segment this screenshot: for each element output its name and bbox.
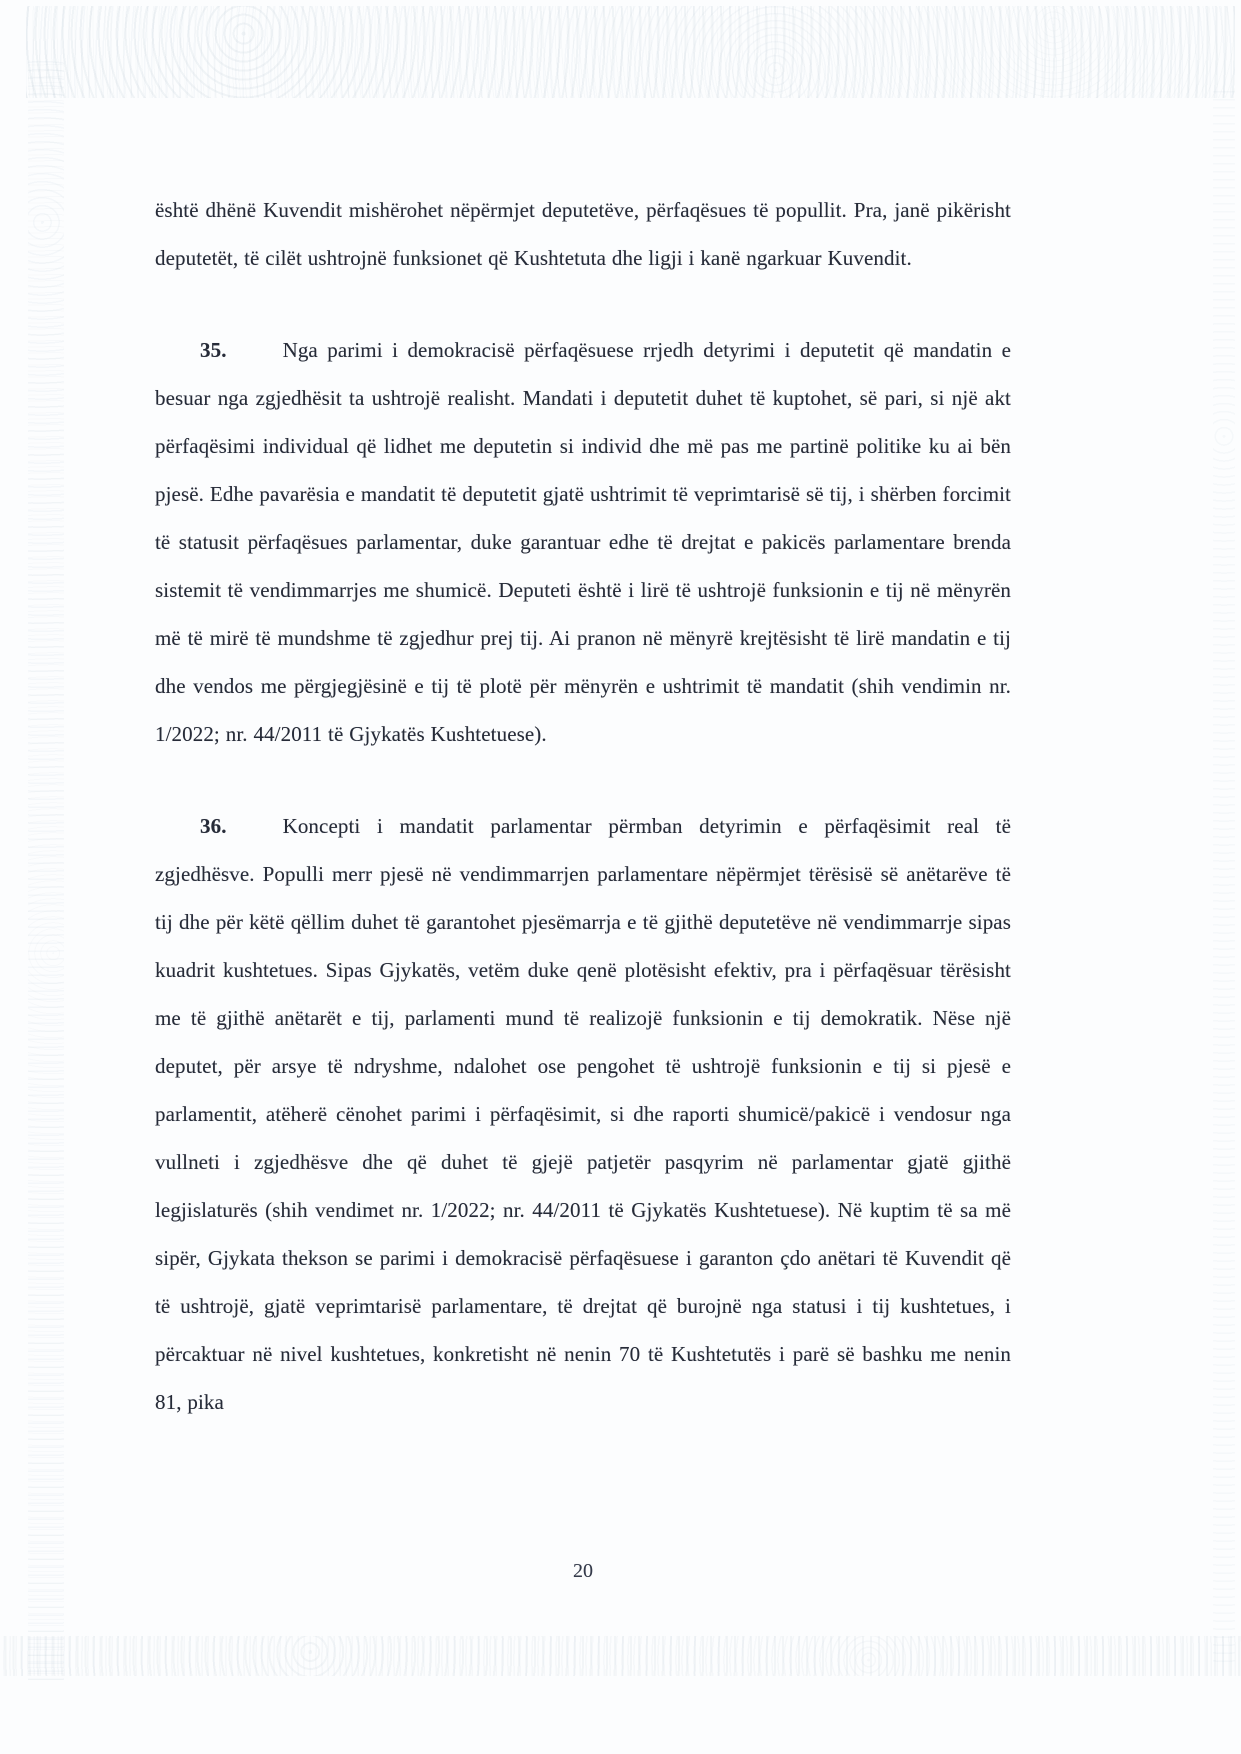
numbered-paragraph: 35. Nga parimi i demokracisë përfaqësuese rrjedh detyrimi i deputetit që mandatin e besuar nga zgjedhësit ta ushtrojë realisht. Mandati i deputetit duhet të kuptohet, së pari, si një akt përfaqësimi individual që lidhet me deputetin si individ dhe më pas me partinë politike ku ai bën pjesë. Edhe pavarësia e mandatit të deputetit gjatë ushtrimit të veprimtarisë së tij, i shërben forcimit të statusit përfaqësues parlamentar, duke garantuar edhe të drejtat e pakicës parlamentare brenda sistemit të vendimmarrjes me shumicë. Deputeti është i lirë të ushtrojë funksionin e tij në mënyrën më të mirë të mundshme të zgjedhur prej tij. Ai pranon në mënyrë krejtësisht të lirë mandatin e tij dhe vendos me përgjegjësinë e tij të plotë për mënyrën e ushtrimit të mandatit (shih vendimin nr. 1/2022; nr. 44/2011 të Gjykatës Kushtetuese). — [155, 338, 1011, 746]
scan-artifact-left-edge — [28, 60, 64, 1684]
scan-artifact-top-edge — [26, 6, 1235, 98]
numbered-paragraph: 36. Koncepti i mandatit parlamentar përmban detyrimin e përfaqësimit real të zgjedhësve. Populli merr pjesë në vendimmarrjen parlamentare nëpërmjet tërësisë së anëtarëve të tij dhe për këtë qëllim duhet të garantohet pjesëmarrja e të gjithë deputetëve në vendimmarrje sipas kuadrit kushtetues. Sipas Gjykatës, vetëm duke qenë plotësisht efektiv, pra i përfaqësuar tërësisht me të gjithë anëtarët e tij, parlamenti mund të realizojë funksionin e tij demokratik. Nëse një deputet, për arsye të ndryshme, ndalohet ose pengohet të ushtrojë funksionin e tij si pjesë e parlamentit, atëherë cënohet parimi i përfaqësimit, si dhe raporti shumicë/pakicë i vendosur nga vullneti i zgjedhësve dhe që duhet të gjejë patjetër pasqyrim në parlamentar gjatë gjithë legjislaturës (shih vendimet nr. 1/2022; nr. 44/2011 të Gjykatës Kushtetuese). Në kuptim të sa më sipër, Gjykata thekson se parimi i demokracisë përfaqësuese i garanton çdo anëtari të Kuvendit që të ushtrojë, gjatë veprimtarisë parlamentare, të drejtat që burojnë nga statusi i tij kushtetues, i përcaktuar në nivel kushtetues, konkretisht në nenin 70 të Kushtetutës i parë së bashku me nenin 81, pika — [155, 814, 1011, 1414]
scan-artifact-bottom-edge — [0, 1636, 1241, 1676]
page-number: 20 — [573, 1560, 593, 1582]
paragraph-number: 36. — [200, 814, 227, 838]
page-footer — [155, 1560, 1011, 1583]
document-text-block — [155, 186, 1011, 1470]
continuation-paragraph: është dhënë Kuvendit mishërohet nëpërmjet deputetëve, përfaqësues të popullit. Pra, janë pikërisht deputetët, të cilët ushtrojnë funksionet që Kushtetuta dhe ligji i kanë ngarkuar Kuvendit. — [155, 198, 1011, 270]
scan-artifact-right-edge — [1213, 90, 1235, 1664]
paragraph-number: 35. — [200, 338, 227, 362]
